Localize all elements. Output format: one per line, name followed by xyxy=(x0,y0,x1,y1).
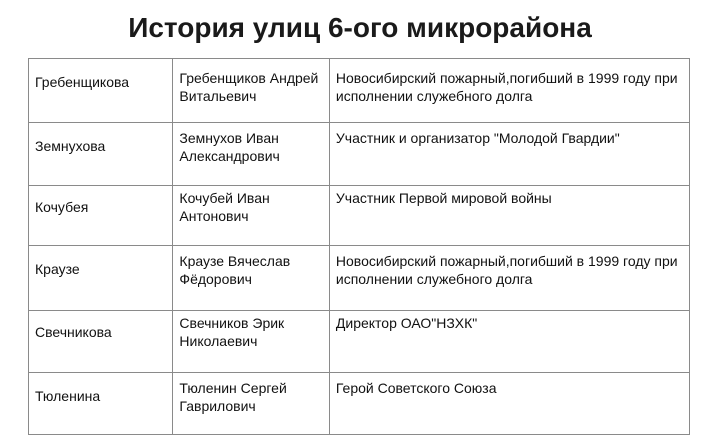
street-name-cell: Свечникова xyxy=(29,311,173,373)
description-cell: Директор ОАО"НЗХК" xyxy=(329,311,689,373)
street-name-cell: Гребенщикова xyxy=(29,59,173,123)
table-row xyxy=(29,59,690,123)
page-title: История улиц 6-ого микрорайона xyxy=(128,12,592,43)
person-name-cell: Свечников Эрик Николаевич xyxy=(173,311,329,373)
table-row xyxy=(29,186,690,246)
person-name-cell: Гребенщиков Андрей Витальевич xyxy=(173,59,329,123)
person-name-cell: Краузе Вячеслав Фёдорович xyxy=(173,246,329,311)
street-name-cell: Тюленина xyxy=(29,373,173,435)
person-name-cell: Тюленин Сергей Гаврилович xyxy=(173,373,329,435)
street-name-cell: Кочубея xyxy=(29,186,173,246)
street-name-cell: Краузе xyxy=(29,246,173,311)
person-name-cell: Кочубей Иван Антонович xyxy=(173,186,329,246)
description-cell: Участник и организатор "Молодой Гвардии" xyxy=(329,123,689,186)
description-cell: Новосибирский пожарный,погибший в 1999 году при исполнении служебного долга xyxy=(329,59,689,123)
table-row xyxy=(29,373,690,435)
table-row xyxy=(29,311,690,373)
description-cell: Участник Первой мировой войны xyxy=(329,186,689,246)
description-cell: Новосибирский пожарный,погибший в 1999 году при исполнении служебного долга xyxy=(329,246,689,311)
street-name-cell: Земнухова xyxy=(29,123,173,186)
person-name-cell: Земнухов Иван Александрович xyxy=(173,123,329,186)
table-row xyxy=(29,246,690,311)
streets-table xyxy=(28,58,690,435)
table-row xyxy=(29,123,690,186)
description-cell: Герой Советского Союза xyxy=(329,373,689,435)
